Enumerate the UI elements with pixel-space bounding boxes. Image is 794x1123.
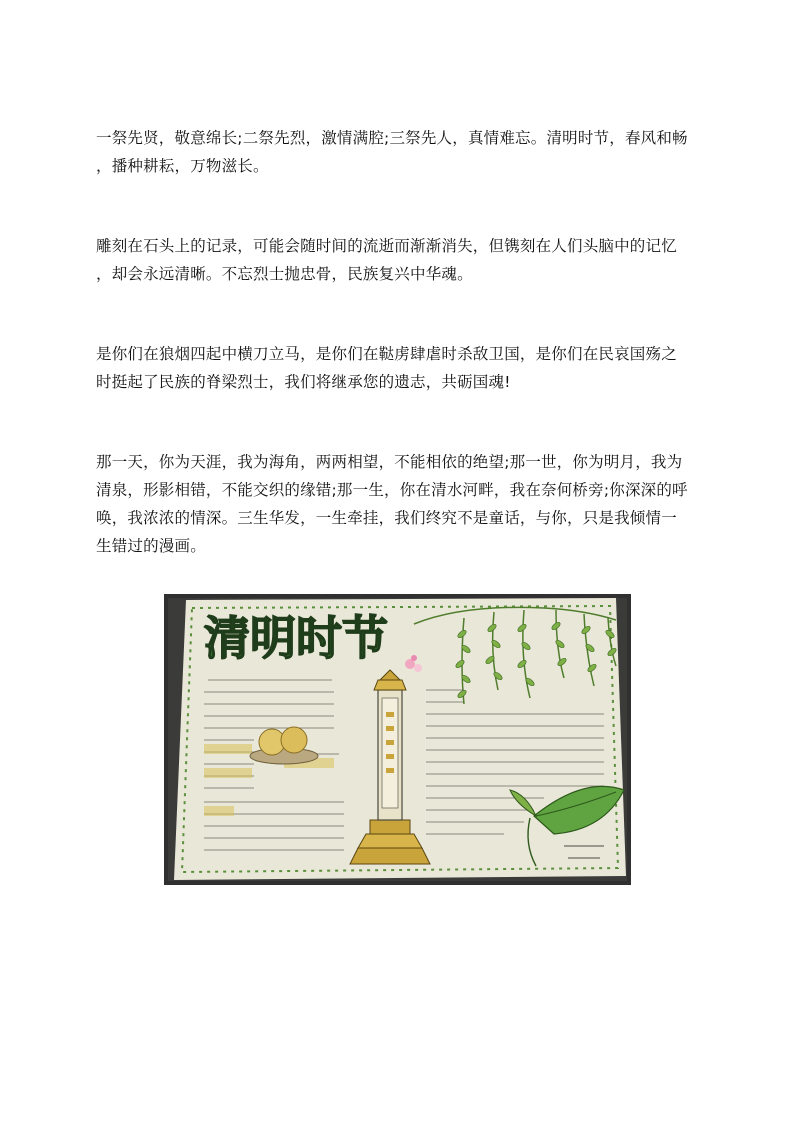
paragraph-1 [96, 124, 706, 180]
paragraph-line: ，播种耕耘，万物滋长。 [96, 157, 269, 175]
paragraph-line: 时挺起了民族的脊梁烈士，我们将继承您的遗志，共砺国魂! [96, 373, 511, 391]
paragraph-2 [96, 232, 706, 288]
paragraph-3 [96, 340, 706, 396]
paragraph-line: 一祭先贤，敬意绵长;二祭先烈，激情满腔;三祭先人，真情难忘。清明时节，春风和畅 [96, 129, 688, 147]
paragraph-line: 雕刻在石头上的记录，可能会随时间的流逝而渐渐消失，但镌刻在人们头脑中的记忆 [96, 237, 677, 255]
paragraph-4 [96, 448, 706, 560]
poster-title-text: 清明时节 [204, 611, 388, 665]
paragraph-line: 清泉，形影相错，不能交织的缘错;那一生，你在清水河畔，我在奈何桥旁;你深深的呼 [96, 481, 688, 499]
paragraph-line: 那一天，你为天涯，我为海角，两两相望，不能相依的绝望;那一世，你为明月，我为 [96, 453, 683, 471]
poster-title [204, 611, 388, 665]
paragraph-line: 生错过的漫画。 [96, 537, 206, 555]
qingming-poster-image [164, 594, 631, 885]
poster-illustration [164, 594, 631, 885]
paragraph-line: 唤，我浓浓的情深。三生华发，一生牵挂，我们终究不是童话，与你，只是我倾情一 [96, 509, 677, 527]
paragraph-line: 是你们在狼烟四起中横刀立马，是你们在鞑虏肆虐时杀敌卫国，是你们在民哀国殇之 [96, 345, 677, 363]
paragraph-line: ，却会永远清晰。不忘烈士抛忠骨，民族复兴中华魂。 [96, 265, 473, 283]
